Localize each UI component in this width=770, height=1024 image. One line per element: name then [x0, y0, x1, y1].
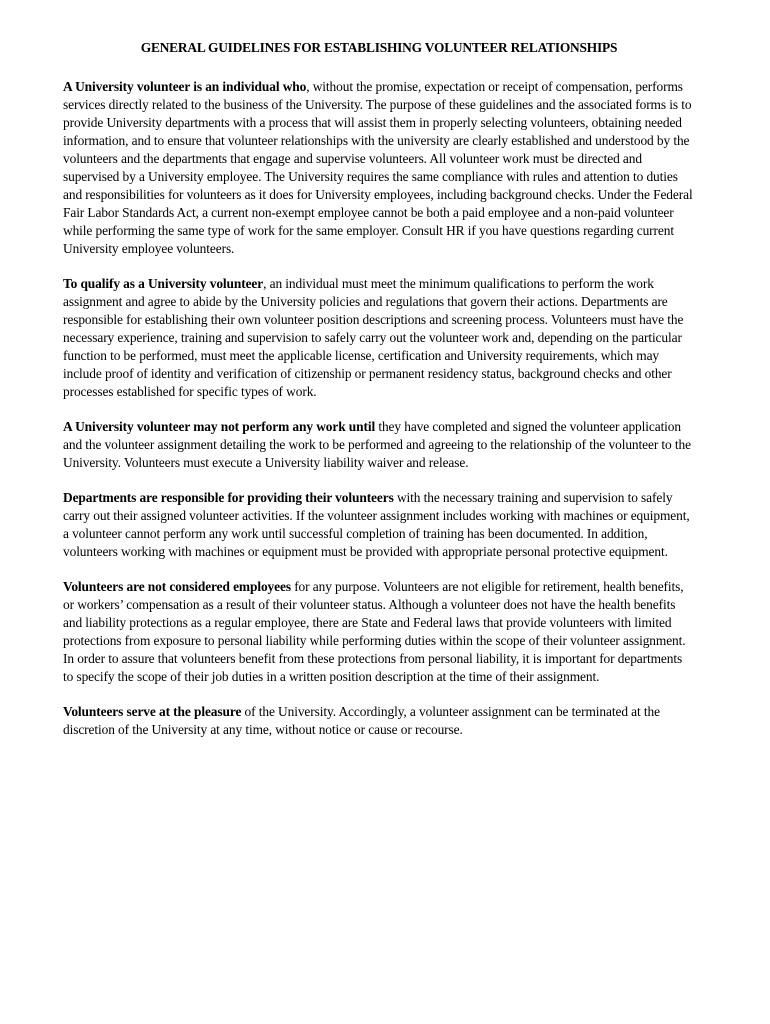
paragraph-qualification — [63, 275, 695, 401]
paragraph-termination — [63, 703, 695, 739]
paragraph-lead: Volunteers serve at the pleasure — [63, 704, 242, 719]
paragraph-employee-status — [63, 578, 695, 686]
paragraph-body: of the University. Accordingly, a volunteer assignment can be terminated at the discretion of the University at any time, without notice or cause or recourse. — [63, 704, 660, 737]
paragraph-body: they have completed and signed the volunteer application and the volunteer assignment detailing the work to be performed and agreeing to the relationship of the volunteer to the University. Volunteers must execute a University liability waiver and release. — [63, 419, 691, 470]
document-page — [63, 40, 695, 756]
paragraph-department-responsibility — [63, 489, 695, 561]
paragraph-body: for any purpose. Volunteers are not eligible for retirement, health benefits, or workers’ compensation as a result of their volunteer status. Although a volunteer does not have the health benefits and liability protections as a regular employee, there are State and Federal laws that provide volunteers with limited protections from exposure to personal liability while performing duties within the scope of their volunteer assignment. In order to assure that volunteers benefit from these protections from personal liability, it is important for departments to specify the scope of their job duties in a written position description at the time of their assignment. — [63, 579, 686, 684]
paragraph-work-restriction — [63, 418, 695, 472]
document-title: GENERAL GUIDELINES FOR ESTABLISHING VOLUNTEER RELATIONSHIPS — [140, 40, 618, 55]
paragraph-definition — [63, 78, 695, 258]
paragraph-body: , without the promise, expectation or receipt of compensation, performs services directly related to the business of the University. The purpose of these guidelines and the associated forms is to provide University departments with a process that will assist them in properly selecting volunteers, obtaining needed information, and to ensure that volunteer relationships with the university are clearly established and understood by the volunteers and the departments that engage and supervise volunteers. All volunteer work must be directed and supervised by a University employee. The University requires the same compliance with rules and attention to duties and responsibilities for volunteers as it does for University employees, including background checks. Under the Federal Fair Labor Standards Act, a current non-exempt employee cannot be both a paid employee and a non-paid volunteer while performing the same type of work for the same employer. Consult HR if you have questions regarding current University employee volunteers. — [63, 79, 693, 256]
paragraph-lead: Departments are responsible for providing their volunteers — [63, 490, 394, 505]
paragraph-body: with the necessary training and supervision to safely carry out their assigned volunteer activities. If the volunteer assignment includes working with machines or equipment, a volunteer cannot perform any work until successful completion of training has been documented. In addition, volunteers working with machines or equipment must be provided with appropriate personal protective equipment. — [63, 490, 690, 559]
paragraph-lead: Volunteers are not considered employees — [63, 579, 291, 594]
paragraph-body: , an individual must meet the minimum qualifications to perform the work assignment and agree to abide by the University policies and regulations that govern their actions. Departments are responsible for establishing their own volunteer position descriptions and screening process. Volunteers must have the necessary experience, training and supervision to safely carry out the volunteer work and, depending on the particular function to be performed, must meet the applicable license, certification and University requirements, which may include proof of identity and verification of citizenship or permanent residency status, background checks and other processes established for specific types of work. — [63, 276, 684, 399]
paragraph-lead: A University volunteer may not perform any work until — [63, 419, 376, 434]
paragraph-lead: A University volunteer is an individual who — [63, 79, 307, 94]
paragraph-lead: To qualify as a University volunteer — [63, 276, 264, 291]
